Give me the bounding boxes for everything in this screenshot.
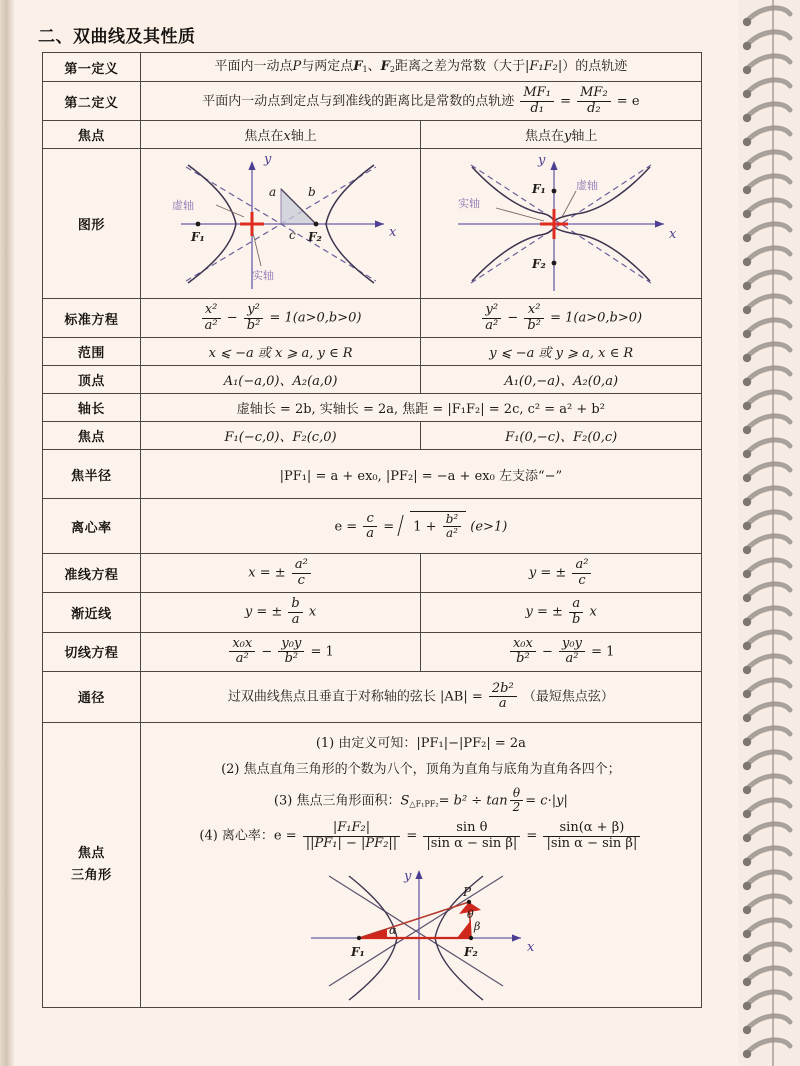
def2-den-2: d₂ [587, 100, 601, 116]
note3-frac-theta-2 [510, 787, 524, 815]
focus-x-text-2: 轴上 [290, 129, 317, 145]
label-alpha: α [388, 924, 397, 938]
binding-coil-icon [738, 0, 800, 1066]
row-label-foci: 焦点 [43, 422, 141, 450]
tangent-right-op: − [541, 644, 553, 660]
row-label-asymptote: 渐近线 [43, 593, 141, 632]
std-eq-right-op: − [507, 310, 519, 326]
def1-point-p: P [292, 59, 302, 74]
asymptote-y [421, 593, 702, 632]
def1-text-1: 平面内一动点 [214, 59, 293, 74]
latus-frac [489, 682, 517, 712]
note4-f3-den: |sin α − sin β| [546, 835, 638, 851]
label-f1: F₁ [190, 230, 205, 245]
hyperbola-properties-table [42, 52, 702, 1008]
focus-point-f1 [552, 189, 557, 194]
directrix-left-frac [292, 558, 311, 588]
ecc-num-c: c [363, 512, 377, 528]
x-axis-arrow-icon [512, 935, 521, 942]
note-item-2: (2) 焦点直角三角形的个数为八个，顶角为直角与底角为直角各四个； [221, 762, 621, 778]
table-row-figure [43, 149, 702, 299]
angle-beta-wedge [457, 920, 471, 938]
foci-y: F₁(0,−c)、F₂(0,c) [421, 422, 702, 450]
focus-axis-y [421, 121, 702, 149]
note4-equals-1: = [406, 828, 418, 844]
tangent-right-frac-2 [559, 637, 585, 667]
directrix-right-frac [572, 558, 591, 588]
focal-triangle-label-1: 焦点 [77, 845, 105, 861]
row-value-definition-1 [140, 53, 701, 82]
table-row-range [43, 338, 702, 366]
label-x-axis: x [388, 225, 396, 241]
label-f2: F₂ [532, 257, 546, 272]
ecc-num-b2: b² [443, 513, 461, 527]
def1-sep: 、 [367, 59, 381, 74]
label-real-axis: 实轴 [251, 269, 274, 283]
std-eq-left-frac-2 [244, 303, 264, 333]
ecc-den-a: a [366, 526, 375, 542]
row-label-focus-axis: 焦点 [43, 121, 141, 149]
x-axis-arrow-icon [375, 221, 384, 228]
std-eq-right-rhs: = 1(a>0,b>0) [550, 310, 643, 326]
note4-frac-1 [303, 821, 400, 851]
focal-triangle-notes [140, 722, 701, 1008]
row-label-eccentricity: 离心率 [43, 499, 141, 554]
standard-equation-x [140, 299, 421, 338]
note4-lead: (4) 离心率：e = [199, 828, 297, 844]
table-row-directrix [43, 554, 702, 593]
label-y-axis: y [403, 869, 412, 885]
def2-text: 平面内一动点到定点与到准线的距离比是常数的点轨迹 [202, 93, 515, 109]
row-label-definition-1: 第一定义 [43, 53, 141, 82]
focal-triangle-label-2: 三角形 [71, 868, 112, 884]
std-eq-left-n1: x² [202, 303, 221, 319]
label-x-axis: x [669, 227, 677, 243]
standard-equation-y [421, 299, 702, 338]
def1-text-2: 与两定点 [301, 59, 354, 74]
focus-x-var: x [283, 129, 291, 145]
latus-den: a [498, 696, 507, 712]
directrix-x [140, 554, 421, 593]
table-row-eccentricity [43, 499, 702, 554]
figure-cell-x [140, 149, 421, 299]
tangent-left-op: − [261, 644, 273, 660]
tangent-right-n1: x₀x [510, 637, 536, 653]
ecc-one: 1 + [413, 519, 437, 535]
asymptote-right-frac [569, 597, 583, 627]
tangent-x [140, 632, 421, 671]
row-label-standard-equation: 标准方程 [43, 299, 141, 338]
latus-text-1: 过双曲线焦点且垂直于对称轴的弦长 |AB| = [227, 689, 483, 705]
row-label-vertex: 顶点 [43, 366, 141, 394]
std-eq-left-rhs: = 1(a>0,b>0) [269, 310, 362, 326]
std-eq-left-d2: b² [246, 317, 261, 333]
note3-symbol-s: S [400, 792, 410, 808]
note3-tail: = c·|y| [525, 792, 568, 808]
asymptote-right-den: b [572, 611, 581, 627]
table-row-axis-length [43, 394, 702, 422]
label-x-axis: x [526, 940, 535, 956]
tangent-left-n2: y₀y [278, 637, 304, 653]
table-row-tangent [43, 632, 702, 671]
std-eq-right-frac-2 [524, 303, 544, 333]
asymptote-x [140, 593, 421, 632]
label-imaginary-axis: 虚轴 [171, 199, 194, 213]
label-y-axis: y [538, 153, 546, 169]
note3-lead: (3) 焦点三角形面积： [273, 792, 401, 808]
note-item-1: (1) 由定义可知：|PF₁|−|PF₂| = 2a [315, 735, 526, 751]
note4-frac-2 [423, 821, 520, 851]
asymptote-right-lead: y = ± [525, 604, 563, 620]
def2-equals-1: = [560, 93, 571, 109]
focal-triangle-diagram [271, 858, 571, 1003]
foci-x: F₁(−c,0)、F₂(c,0) [140, 422, 421, 450]
note3-num-theta: θ [510, 787, 524, 801]
def2-fraction-1 [520, 86, 554, 116]
note4-f2-den: |sin α − sin β| [426, 835, 518, 851]
asymptote-right-var: x [589, 604, 597, 620]
latus-rectum-value [140, 671, 701, 722]
note4-f1-den: ||PF₁| − |PF₂|| [305, 835, 398, 851]
row-label-range: 范围 [43, 338, 141, 366]
asymptote-right-num: a [569, 597, 583, 613]
tangent-left-frac-1 [229, 637, 255, 667]
asymptote-left-var: x [308, 604, 317, 620]
focus-y-text-1: 焦点在 [524, 129, 564, 145]
eccentricity-value [140, 499, 701, 554]
note4-f3-num: sin(α + β) [543, 821, 640, 837]
table-row-vertex [43, 366, 702, 394]
tangent-left-rhs: = 1 [310, 644, 334, 660]
range-y: y ⩽ −a 或 y ⩾ a, x ∈ R [421, 338, 702, 366]
asymptote-left-frac [288, 597, 302, 627]
ecc-frac-ca [363, 512, 377, 542]
row-label-axis-length: 轴长 [43, 394, 141, 422]
tangent-right-d1: b² [516, 651, 530, 667]
note3-mid: = b² ÷ tan [438, 792, 508, 808]
directrix-left-den: c [297, 572, 305, 588]
label-imaginary-axis: 虚轴 [576, 179, 599, 193]
row-label-focal-triangle [43, 722, 141, 1008]
table-row-definition-2 [43, 82, 702, 121]
tangent-right-frac-1 [510, 637, 536, 667]
hyperbola-y-diagram [436, 151, 686, 296]
row-label-latus-rectum: 通径 [43, 671, 141, 722]
label-c: c [288, 228, 296, 243]
std-eq-left-n2: y² [244, 303, 264, 319]
directrix-left-num: a² [292, 558, 311, 574]
def2-num-1: MF₁ [520, 86, 554, 102]
table-row-asymptote [43, 593, 702, 632]
directrix-right-num: a² [572, 558, 591, 574]
note3-den-2: 2 [512, 799, 521, 814]
note4-frac-3 [543, 821, 640, 851]
directrix-right-lead: y = ± [528, 565, 567, 581]
label-a: a [268, 185, 276, 200]
hyperbola-x-diagram [156, 151, 406, 296]
table-row-latus-rectum [43, 671, 702, 722]
ecc-frac-b2a2 [443, 513, 461, 541]
tangent-right-d2: a² [565, 651, 579, 667]
focus-point-f1 [357, 936, 361, 940]
focus-point-f1 [195, 222, 200, 227]
ecc-radical [399, 511, 466, 541]
page-gutter [0, 0, 14, 1066]
point-p [467, 900, 471, 904]
label-theta: θ [466, 908, 474, 922]
y-axis-arrow-icon [248, 161, 255, 170]
label-f1: F₁ [350, 945, 365, 960]
note3-subscript: △F₁PF₂ [409, 798, 439, 808]
focus-y-text-2: 轴上 [571, 129, 598, 145]
label-f2: F₂ [463, 945, 478, 960]
note4-f2-num: sin θ [423, 821, 520, 837]
ecc-lead: e = [334, 519, 358, 535]
def1-f2: F [380, 59, 390, 74]
std-eq-left-op: − [226, 310, 238, 326]
ecc-den-a2: a² [445, 526, 458, 541]
std-eq-right-n1: y² [482, 303, 501, 319]
table-row-focal-radius [43, 450, 702, 499]
std-eq-left-d1: a² [204, 317, 218, 333]
focus-point-f2 [469, 936, 473, 940]
figure-cell-y [421, 149, 702, 299]
std-eq-left-frac-1 [202, 303, 221, 333]
y-axis-arrow-icon [551, 161, 558, 170]
focus-point-f2 [313, 222, 318, 227]
focus-axis-x [140, 121, 421, 149]
label-f2: F₂ [307, 230, 322, 245]
tangent-y [421, 632, 702, 671]
std-eq-right-d2: b² [527, 317, 541, 333]
directrix-y [421, 554, 702, 593]
asymptote-left-lead: y = ± [244, 604, 283, 620]
label-real-axis: 实轴 [458, 197, 481, 211]
x-axis-arrow-icon [655, 221, 664, 228]
def2-fraction-2 [577, 86, 611, 116]
row-label-figure: 图形 [43, 149, 141, 299]
def2-equals-2: = e [616, 93, 640, 109]
asymptote-left-num: b [288, 597, 302, 613]
def1-f1-sub: 1 [362, 65, 368, 74]
focus-point-f2 [552, 261, 557, 266]
label-f1: F₁ [532, 182, 546, 197]
label-y-axis: y [263, 152, 271, 168]
note4-equals-2: = [526, 828, 538, 844]
row-value-definition-2 [140, 82, 701, 121]
row-label-focal-radius: 焦半径 [43, 450, 141, 499]
focus-y-var: y [564, 129, 572, 145]
def1-text-4: ）的点轨迹 [562, 59, 628, 74]
focal-radius-value: |PF₁| = a + ex₀, |PF₂| = −a + ex₀ 左支添“−” [140, 450, 701, 499]
tangent-left-d1: a² [235, 651, 249, 667]
note-item-4 [147, 821, 695, 851]
def2-den-1: d₁ [530, 100, 544, 116]
latus-num: 2b² [489, 682, 517, 698]
row-label-definition-2: 第二定义 [43, 82, 141, 121]
latus-text-2: （最短焦点弦） [522, 689, 614, 705]
tangent-right-rhs: = 1 [591, 644, 615, 660]
table-row-definition-1 [43, 53, 702, 82]
std-eq-right-n2: x² [524, 303, 544, 319]
focus-x-text-1: 焦点在 [244, 129, 284, 145]
row-label-tangent: 切线方程 [43, 632, 141, 671]
def1-f2-sub: 2 [389, 65, 395, 74]
vertex-y: A₁(0,−a)、A₂(0,a) [421, 366, 702, 394]
tangent-right-n2: y₀y [559, 637, 585, 653]
table-row-foci [43, 422, 702, 450]
table-row-focus-axis [43, 121, 702, 149]
asymptote-left-den: a [291, 611, 300, 627]
tangent-left-d2: b² [284, 651, 299, 667]
def2-num-2: MF₂ [577, 86, 611, 102]
table-row-standard-equation [43, 299, 702, 338]
axis-length-value: 虚轴长 = 2b, 实轴长 = 2a, 焦距 = |F₁F₂| = 2c, c² = a² + b² [140, 394, 701, 422]
row-label-directrix: 准线方程 [43, 554, 141, 593]
std-eq-right-d1: a² [485, 317, 499, 333]
vertex-x: A₁(−a,0)、A₂(a,0) [140, 366, 421, 394]
y-axis-arrow-icon [415, 870, 422, 879]
directrix-right-den: c [578, 572, 586, 588]
def1-abs: |F₁F₂| [525, 59, 563, 74]
note4-f1-num: |F₁F₂| [303, 821, 400, 837]
table-row-focal-triangle [43, 722, 702, 1008]
note-item-3 [147, 787, 695, 815]
def1-f1: F [353, 59, 363, 74]
std-eq-right-frac-1 [482, 303, 501, 333]
tangent-left-n1: x₀x [229, 637, 255, 653]
range-x: x ⩽ −a 或 x ⩾ a, y ∈ R [140, 338, 421, 366]
page-title: 二、双曲线及其性质 [38, 27, 196, 47]
directrix-left-lead: x = ± [248, 565, 286, 581]
label-b: b [307, 185, 316, 200]
label-beta: β [473, 920, 481, 934]
ecc-tail: (e>1) [470, 519, 508, 535]
spiral-binding [738, 0, 800, 1066]
def1-text-3: 距离之差为常数（大于 [394, 59, 525, 74]
label-p: P [462, 885, 471, 900]
tangent-left-frac-2 [278, 637, 304, 667]
ecc-equals: = [383, 519, 395, 535]
